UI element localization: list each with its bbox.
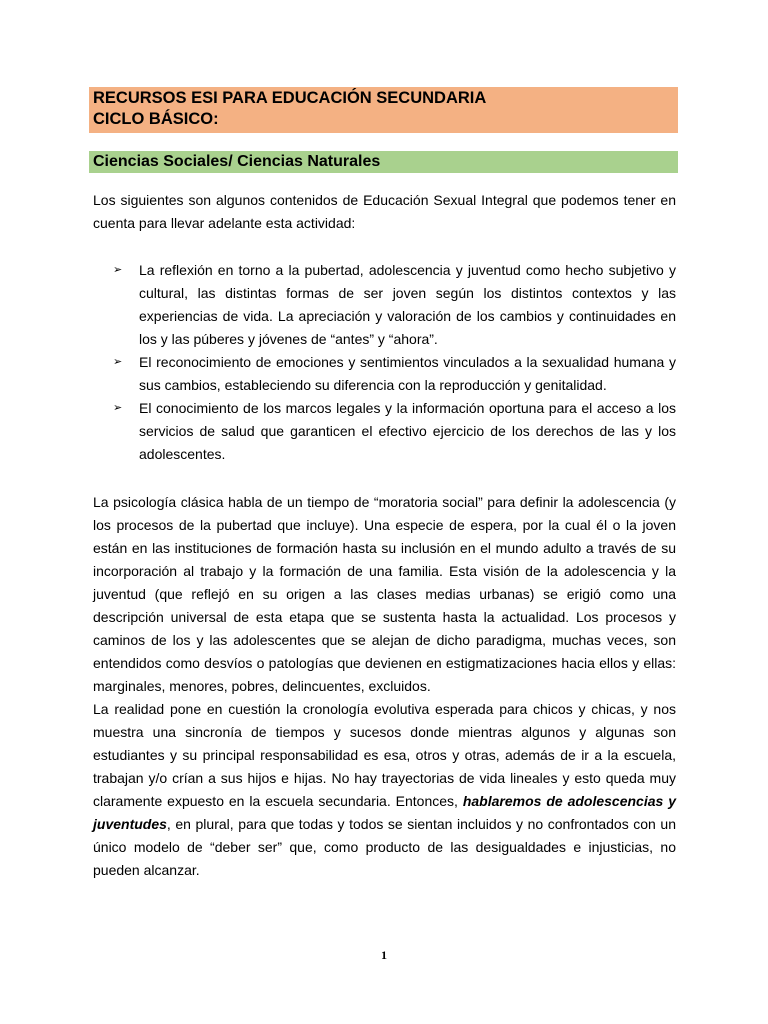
arrow-bullet-icon: ➢ — [113, 264, 123, 276]
intro-paragraph: Los siguientes son algunos contenidos de Educación Sexual Integral que podemos tener en cuenta para llevar adelante esta actividad: — [93, 192, 676, 231]
section-heading — [89, 87, 678, 133]
arrow-bullet-icon: ➢ — [113, 402, 123, 414]
body-paragraph-1: La psicología clásica habla de un tiempo de “moratoria social” para definir la adolescencia (y los procesos de la pubertad que incluye). Una especie de espera, por la cual él o la joven están en las instituciones de formación hasta su inclusión en el mundo adulto a través de su incorporación al trabajo y la formación de una familia. Esta visión de la adolescencia y la juventud (que reflejó en su origen a las clases medias urbanas) se erigió como una descripción universal de esta etapa que se sustenta hasta la actualidad. Los procesos y caminos de los y las adolescentes que se alejan de dicho paradigma, muchas veces, son entendidos como desvíos o patologías que devienen en estigmatizaciones hacia ellos y ellas: marginales, menores, pobres, delincuentes, excluidos. — [93, 494, 676, 694]
body-text — [93, 491, 676, 882]
bullet-item — [93, 397, 676, 466]
bullet-item — [93, 259, 676, 351]
bullet-text: El conocimiento de los marcos legales y la información oportuna para el acceso a los servicios de salud que garanticen el efectivo ejercicio de los derechos de las y los adolescentes. — [139, 400, 676, 462]
arrow-bullet-icon: ➢ — [113, 356, 123, 368]
bullet-item — [93, 351, 676, 397]
paragraph-2-text-end: , en plural, para que todas y todos se sientan incluidos y no confrontados con un único modelo de “deber ser” que, como producto de las desigualdades e injusticias, no pueden alcanzar. — [93, 816, 676, 878]
page-number: 1 — [381, 948, 387, 962]
heading-line-2: CICLO BÁSICO: — [93, 110, 219, 128]
bullet-text: El reconocimiento de emociones y sentimientos vinculados a la sexualidad humana y sus cambios, estableciendo su diferencia con la reproducción y genitalidad. — [139, 354, 676, 393]
paragraph-2-text-start: La realidad pone en cuestión la cronología evolutiva esperada para chicos y chicas, y nos muestra una sincronía de tiempos y sucesos donde mientras algunos y algunas son estudiantes y su principal responsabilidad es esa, otros y otras, además de ir a la escuela, trabajan y/o crían a sus hijos e hijas. No hay trayectorias de vida lineales y esto queda muy claramente expuesto en la escuela secundaria. Entonces, — [93, 701, 676, 809]
bullet-text: La reflexión en torno a la pubertad, adolescencia y juventud como hecho subjetivo y cultural, las distintas formas de ser joven según los distintos contextos y las experiencias de vida. La apreciación y valoración de los cambios y continuidades en los y las púberes y jóvenes de “antes” y “ahora”. — [139, 262, 676, 347]
body-paragraph-2 — [93, 698, 676, 882]
content-bullet-list — [93, 259, 676, 466]
heading-line-1: RECURSOS ESI PARA EDUCACIÓN SECUNDARIA — [93, 89, 487, 107]
emphasized-phrase: hablaremos de adolescencias y juventudes — [93, 793, 676, 832]
subject-subheading: Ciencias Sociales/ Ciencias Naturales — [89, 151, 678, 173]
